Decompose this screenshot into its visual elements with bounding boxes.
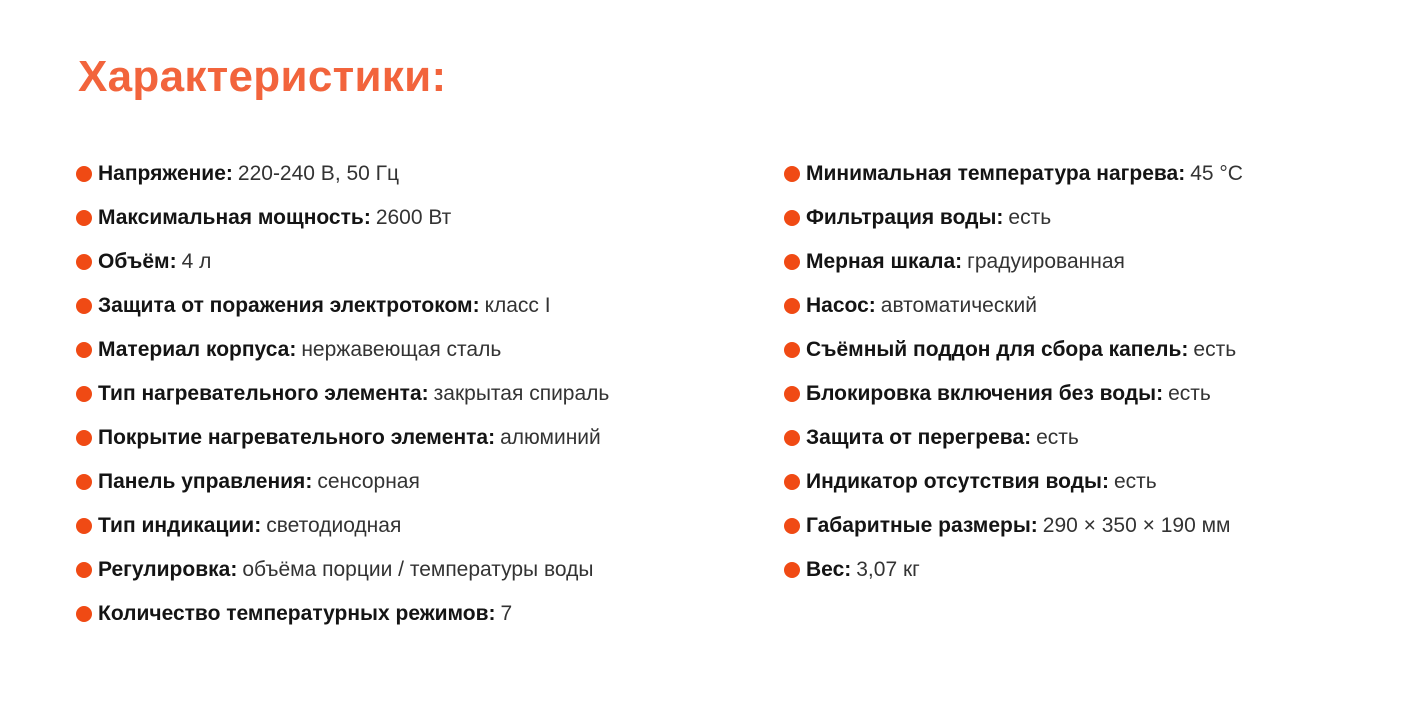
spec-item: Фильтрация воды : есть — [784, 196, 1384, 240]
spec-list-left — [76, 152, 736, 636]
page-title: Характеристики: — [78, 52, 447, 101]
spec-list-right — [784, 152, 1384, 592]
bullet-icon — [76, 166, 92, 182]
bullet-icon — [76, 518, 92, 534]
spec-item: Регулировка : объёма порции / температуры воды — [76, 548, 736, 592]
spec-item: Тип индикации : светодиодная — [76, 504, 736, 548]
bullet-icon — [784, 342, 800, 358]
spec-label: Вес — [806, 558, 845, 581]
bullet-icon — [784, 298, 800, 314]
bullet-icon — [784, 430, 800, 446]
bullet-icon — [76, 298, 92, 314]
spec-item: Панель управления : сенсорная — [76, 460, 736, 504]
spec-value: есть — [1036, 426, 1079, 449]
spec-value: есть — [1193, 338, 1237, 361]
spec-label: Напряжение — [98, 162, 226, 185]
spec-label: Блокировка включения без воды — [806, 382, 1157, 405]
spec-item: Объём : 4 л — [76, 240, 736, 284]
spec-item: Материал корпуса : нержавеющая сталь — [76, 328, 736, 372]
spec-value: 3,07 кг — [856, 558, 920, 581]
spec-item: Покрытие нагревательного элемента : алюминий — [76, 416, 736, 460]
bullet-icon — [784, 518, 800, 534]
spec-label: Индикатор отсутствия воды — [806, 470, 1102, 493]
spec-label: Максимальная мощность — [98, 206, 364, 229]
bullet-icon — [76, 342, 92, 358]
spec-item: Защита от перегрева : есть — [784, 416, 1384, 460]
spec-label: Тип нагревательного элемента — [98, 382, 422, 405]
bullet-icon — [76, 474, 92, 490]
spec-label: Габаритные размеры — [806, 514, 1031, 537]
bullet-icon — [784, 166, 800, 182]
spec-label: Материал корпуса — [98, 338, 290, 361]
spec-label: Защита от поражения электротоком — [98, 294, 473, 317]
spec-label: Защита от перегрева — [806, 426, 1025, 449]
spec-value: градуированная — [967, 250, 1125, 273]
bullet-icon — [76, 562, 92, 578]
spec-value: класс I — [484, 294, 551, 317]
spec-label: Панель управления — [98, 470, 306, 493]
bullet-icon — [784, 254, 800, 270]
spec-value: светодиодная — [266, 514, 402, 537]
spec-label: Съёмный поддон для сбора капель — [806, 338, 1182, 361]
spec-label: Регулировка — [98, 558, 231, 581]
spec-item: Минимальная температура нагрева : 45 °С — [784, 152, 1384, 196]
spec-item: Вес : 3,07 кг — [784, 548, 1384, 592]
bullet-icon — [784, 474, 800, 490]
spec-item: Насос : автоматический — [784, 284, 1384, 328]
spec-label: Насос — [806, 294, 869, 317]
bullet-icon — [784, 562, 800, 578]
spec-value: закрытая спираль — [433, 382, 610, 405]
spec-item: Мерная шкала : градуированная — [784, 240, 1384, 284]
spec-value: нержавеющая сталь — [301, 338, 502, 361]
spec-value: 220-240 В, 50 Гц — [237, 162, 400, 185]
spec-label: Объём — [98, 250, 170, 273]
spec-item: Съёмный поддон для сбора капель : есть — [784, 328, 1384, 372]
bullet-icon — [76, 386, 92, 402]
spec-label: Количество температурных режимов — [98, 602, 489, 625]
spec-value: алюминий — [500, 426, 601, 449]
spec-label: Тип индикации — [98, 514, 255, 537]
spec-value: 290 × 350 × 190 мм — [1042, 514, 1231, 537]
spec-item: Максимальная мощность : 2600 Вт — [76, 196, 736, 240]
spec-label: Фильтрация воды — [806, 206, 997, 229]
spec-value: есть — [1113, 470, 1157, 493]
bullet-icon — [784, 386, 800, 402]
bullet-icon — [76, 254, 92, 270]
spec-item: Блокировка включения без воды : есть — [784, 372, 1384, 416]
spec-item: Тип нагревательного элемента : закрытая спираль — [76, 372, 736, 416]
spec-label: Покрытие нагревательного элемента — [98, 426, 489, 449]
bullet-icon — [76, 606, 92, 622]
spec-value: 45 °С — [1190, 162, 1243, 185]
spec-value: сенсорная — [317, 470, 420, 493]
spec-item: Индикатор отсутствия воды : есть — [784, 460, 1384, 504]
spec-value: автоматический — [880, 294, 1037, 317]
spec-value: 2600 Вт — [375, 206, 452, 229]
spec-value: 7 — [500, 602, 513, 625]
spec-item: Габаритные размеры : 290 × 350 × 190 мм — [784, 504, 1384, 548]
spec-value: есть — [1008, 206, 1052, 229]
bullet-icon — [76, 430, 92, 446]
spec-label: Минимальная температура нагрева — [806, 162, 1179, 185]
spec-label: Мерная шкала — [806, 250, 956, 273]
spec-item: Количество температурных режимов : 7 — [76, 592, 736, 636]
bullet-icon — [784, 210, 800, 226]
spec-item: Напряжение : 220-240 В, 50 Гц — [76, 152, 736, 196]
spec-value: объёма порции / температуры воды — [242, 558, 594, 581]
spec-value: есть — [1168, 382, 1211, 405]
spec-value: 4 л — [181, 250, 212, 273]
bullet-icon — [76, 210, 92, 226]
spec-item: Защита от поражения электротоком : класс I — [76, 284, 736, 328]
